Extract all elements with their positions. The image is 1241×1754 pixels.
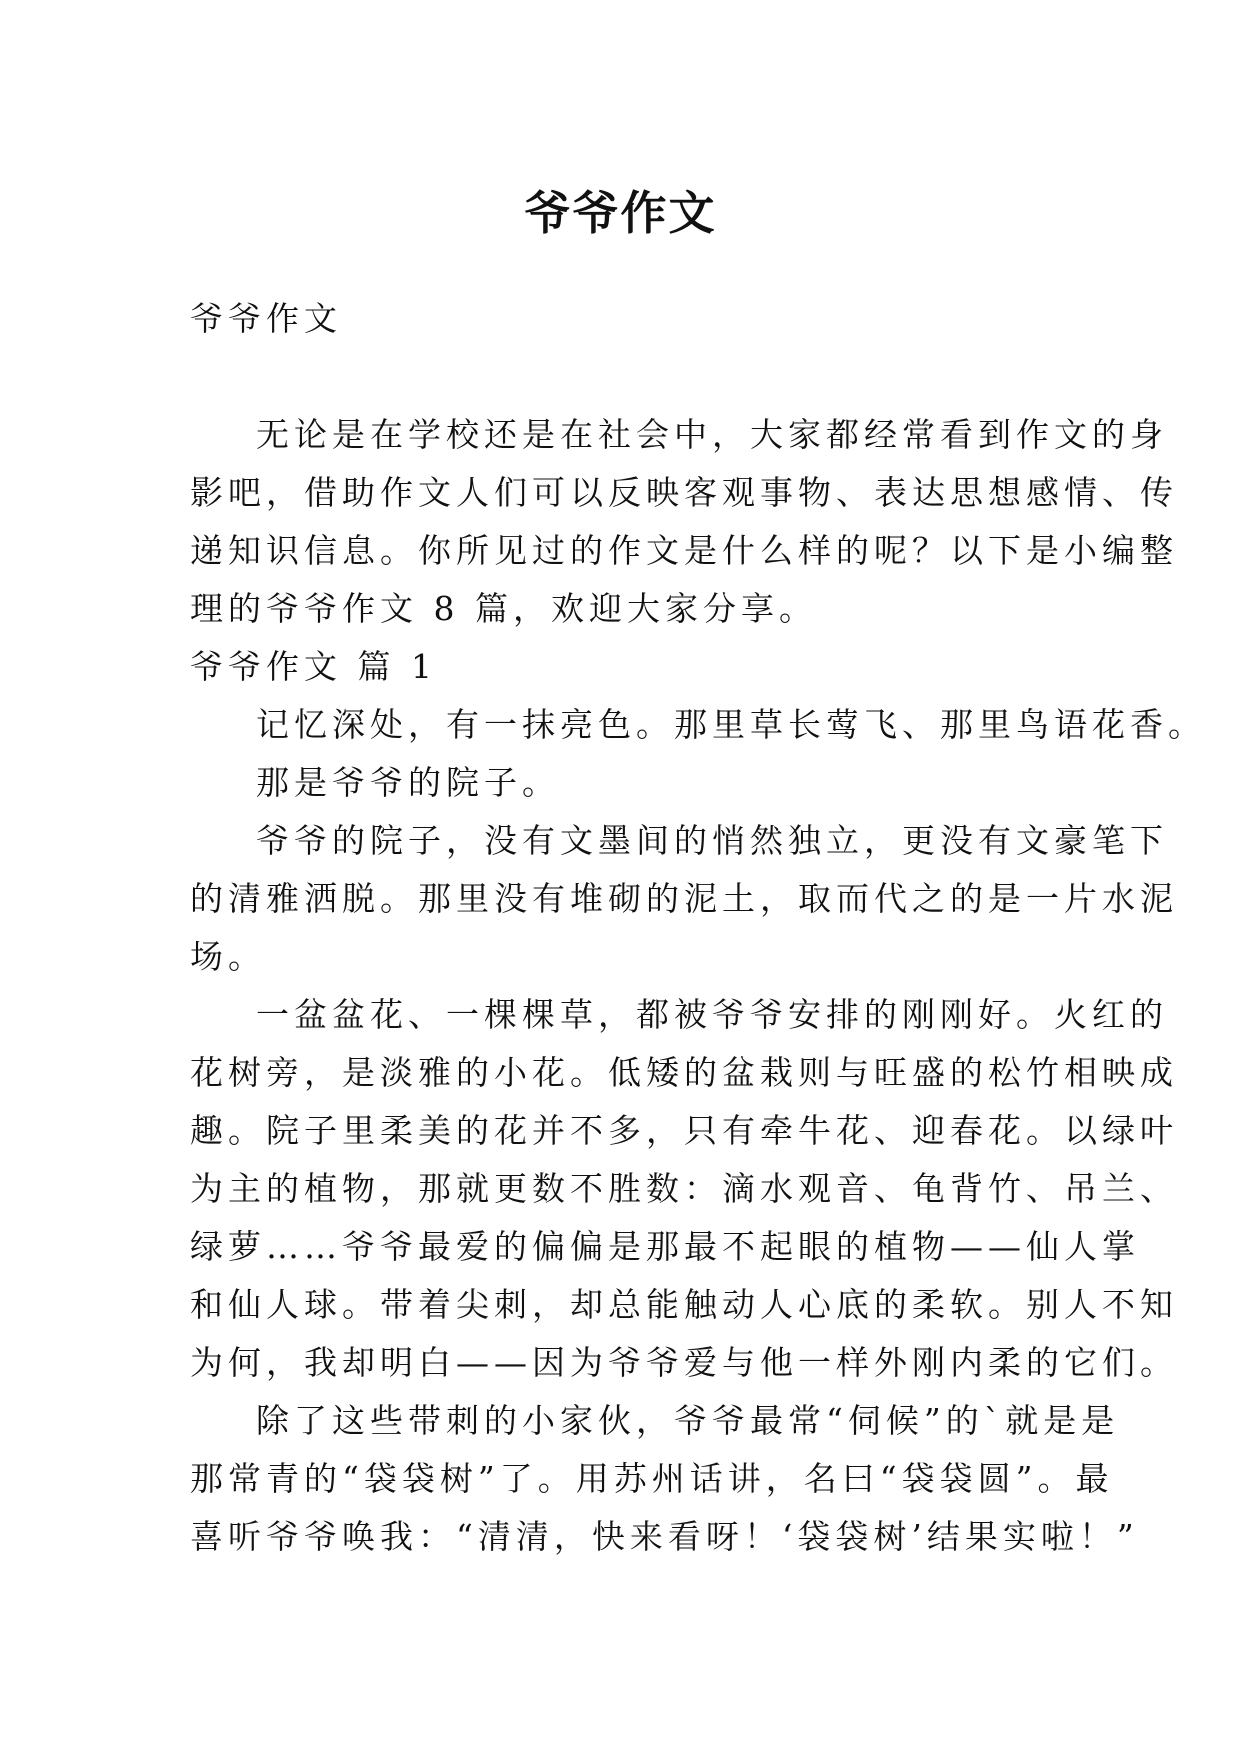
- paragraph-line: 场。: [190, 937, 266, 976]
- paragraph-line: 和仙人球。带着尖刺，却总能触动人心底的柔软。别人不知: [190, 1285, 1178, 1324]
- paragraph-line: 一盆盆花、一棵棵草，都被爷爷安排的刚刚好。火红的: [256, 995, 1168, 1034]
- intro-line: 影吧，借助作文人们可以反映客观事物、表达思想感情、传: [190, 473, 1178, 512]
- paragraph-line: 趣。院子里柔美的花并不多，只有牵牛花、迎春花。以绿叶: [190, 1111, 1178, 1150]
- intro-line: 理的爷爷作文 8 篇，欢迎大家分享。: [190, 589, 817, 628]
- paragraph-line: 花树旁，是淡雅的小花。低矮的盆栽则与旺盛的松竹相映成: [190, 1053, 1178, 1092]
- paragraph-line: 绿萝……爷爷最爱的偏偏是那最不起眼的植物——仙人掌: [190, 1227, 1140, 1266]
- paragraph-line: 喜听爷爷唤我：“清清，快来看呀！‘袋袋树’结果实啦！”: [190, 1517, 1139, 1556]
- paragraph-line: 那是爷爷的院子。: [256, 763, 560, 802]
- intro-line: 递知识信息。你所见过的作文是什么样的呢？以下是小编整: [190, 531, 1178, 570]
- section-heading: 爷爷作文 篇 1: [190, 647, 437, 686]
- paragraph-line: 为主的植物，那就更数不胜数：滴水观音、龟背竹、吊兰、: [190, 1169, 1178, 1208]
- subtitle: 爷爷作文: [190, 299, 342, 338]
- paragraph-line: 的清雅洒脱。那里没有堆砌的泥土，取而代之的是一片水泥: [190, 879, 1178, 918]
- paragraph-line: 那常青的“袋袋树”了。用苏州话讲，名曰“袋袋圆”。最: [190, 1459, 1114, 1498]
- document-title: 爷爷作文: [524, 185, 717, 240]
- intro-line: 无论是在学校还是在社会中，大家都经常看到作文的身: [256, 415, 1168, 454]
- paragraph-line: 爷爷的院子，没有文墨间的悄然独立，更没有文豪笔下: [256, 821, 1168, 860]
- paragraph-line: 记忆深处，有一抹亮色。那里草长莺飞、那里鸟语花香。: [256, 705, 1206, 744]
- paragraph-line: 除了这些带刺的小家伙，爷爷最常“伺候”的`就是是: [256, 1401, 1120, 1440]
- paragraph-line: 为何，我却明白——因为爷爷爱与他一样外刚内柔的它们。: [190, 1343, 1178, 1382]
